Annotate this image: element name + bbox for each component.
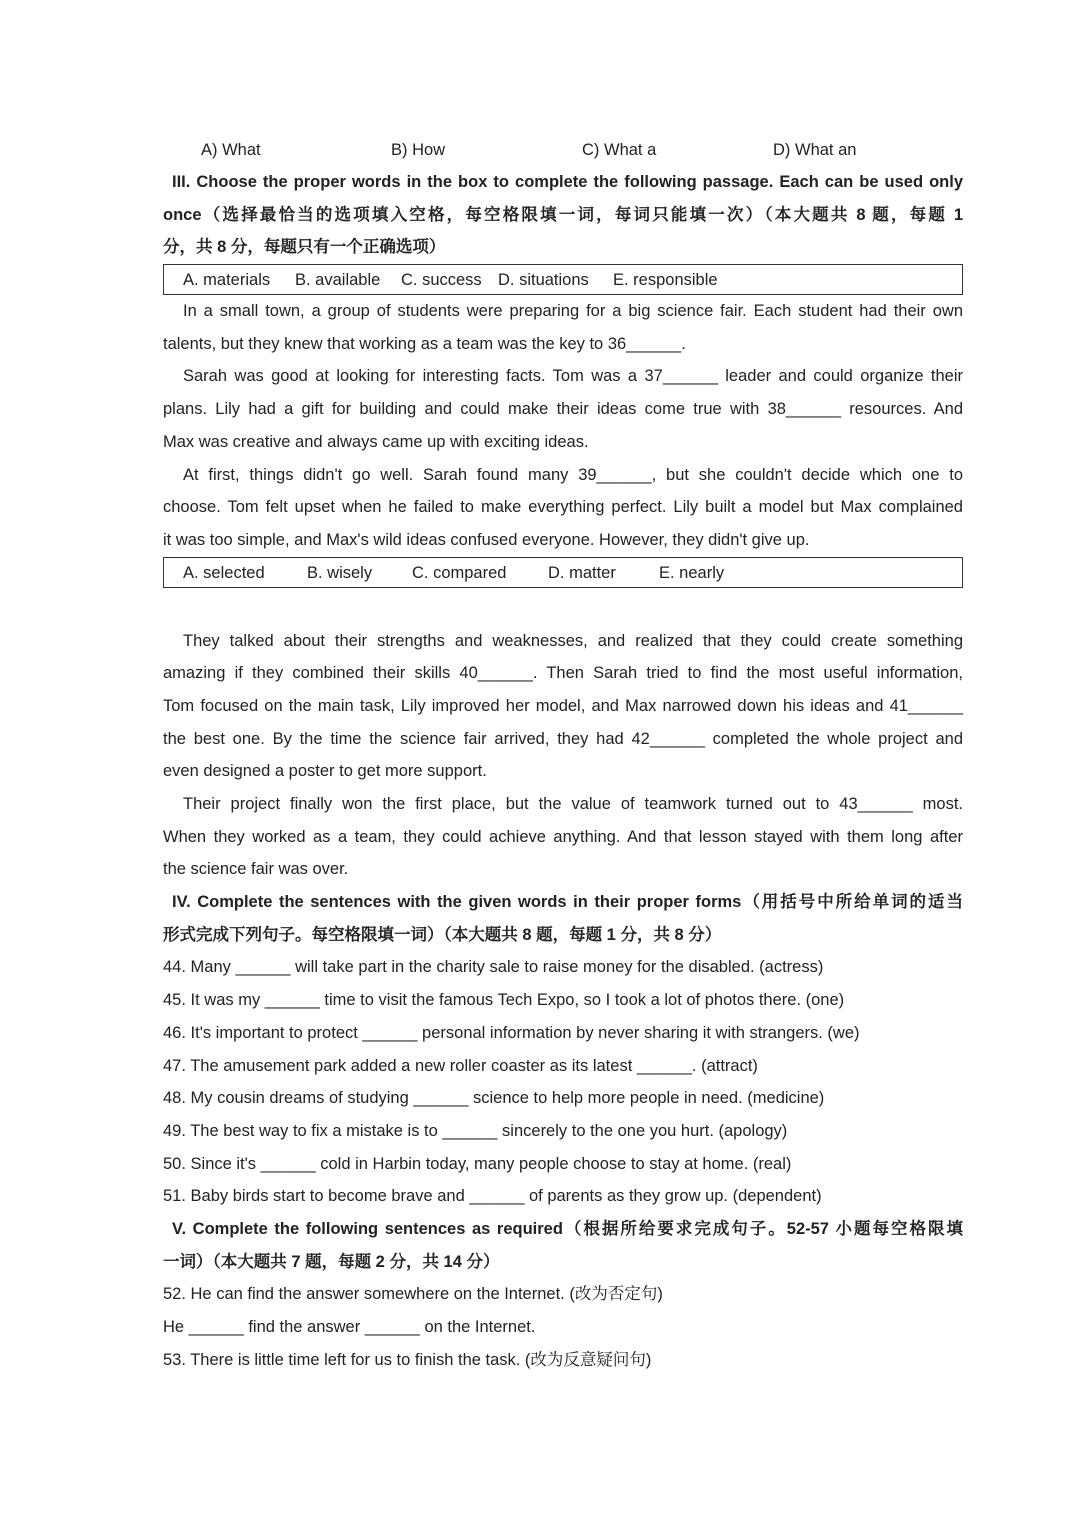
passage-line: Max was creative and always came up with exciting ideas. <box>163 432 589 451</box>
option-d: D) What an <box>773 141 857 159</box>
word-option: E. responsible <box>613 271 718 290</box>
word-option: A. materials <box>183 271 271 290</box>
passage-line: When they worked as a team, they could achieve anything. And that lesson stayed with them long after <box>163 827 963 846</box>
passage-line: Sarah was good at looking for interesting facts. Tom was a 37______ leader and could organize their <box>183 367 963 386</box>
passage-line: talents, but they knew that working as a team was the key to 36______. <box>163 334 686 353</box>
passage-line: even designed a poster to get more support. <box>163 762 487 781</box>
question-item: 50. Since it's ______ cold in Harbin today, many people choose to stay at home. (real) <box>163 1154 792 1173</box>
word-option: A. selected <box>183 563 265 582</box>
word-option: C. compared <box>412 563 507 582</box>
question-item: 44. Many ______ will take part in the charity sale to raise money for the disabled. (actress) <box>163 958 824 977</box>
section-5-items <box>163 1278 963 1376</box>
question-item: He ______ find the answer ______ on the Internet. <box>163 1318 536 1336</box>
question-item: 52. He can find the answer somewhere on the Internet. (改为否定句) <box>163 1285 663 1304</box>
option-c: C) What a <box>582 141 657 159</box>
heading-line: 形式完成下列句子。每空格限填一词）（本大题共 8 题，每题 1 分，共 8 分） <box>163 925 722 944</box>
passage-part-2 <box>163 625 963 887</box>
word-option: B. wisely <box>307 563 373 582</box>
passage-line: Tom focused on the main task, Lily improved her model, and Max narrowed down his ideas and 41______ <box>163 696 963 715</box>
word-option: D. situations <box>498 271 589 290</box>
passage-line: plans. Lily had a gift for building and could make their ideas come true with 38______ resources. And <box>163 400 963 419</box>
word-option: C. success <box>401 271 482 290</box>
passage-line: They talked about their strengths and weaknesses, and realized that they could create something <box>183 631 963 650</box>
exam-page <box>163 134 963 1376</box>
passage-line: amazing if they combined their skills 40______. Then Sarah tried to find the most useful information, <box>163 664 963 683</box>
heading-line: once（选择最恰当的选项填入空格，每空格限填一词，每词只能填一次）（本大题共 8 题，每题 1 <box>163 205 963 224</box>
word-option: D. matter <box>548 563 616 582</box>
question-item: 48. My cousin dreams of studying ______ science to help more people in need. (medicine) <box>163 1089 825 1108</box>
heading-line: 一词）（本大题共 7 题，每题 2 分，共 14 分） <box>163 1252 500 1271</box>
section-4-items <box>163 951 963 1213</box>
heading-line: III. Choose the proper words in the box to complete the following passage. Each can be used only <box>172 173 963 191</box>
passage-line: At first, things didn't go well. Sarah found many 39______, but she couldn't decide which one to <box>183 465 963 484</box>
word-option: B. available <box>295 271 381 290</box>
option-b: B) How <box>391 141 446 159</box>
question-item: 47. The amusement park added a new roller coaster as its latest ______. (attract) <box>163 1056 758 1075</box>
section-5-heading <box>163 1213 963 1278</box>
section-3-heading <box>163 166 963 264</box>
passage-line: the science fair was over. <box>163 860 349 879</box>
passage-line: Their project finally won the first place, but the value of teamwork turned out to 43______ most. <box>183 795 963 813</box>
passage-part-1 <box>163 295 963 557</box>
heading-line: V. Complete the following sentences as required（根据所给要求完成句子。52-57 小题每空格限填 <box>172 1219 963 1238</box>
question-item: 45. It was my ______ time to visit the famous Tech Expo, so I took a lot of photos there. (one) <box>163 991 845 1010</box>
question-item: 46. It's important to protect ______ personal information by never sharing it with strangers. (we) <box>163 1023 860 1042</box>
heading-line: 分，共 8 分，每题只有一个正确选项） <box>163 238 446 257</box>
passage-line: In a small town, a group of students were preparing for a big science fair. Each student had their own <box>183 302 963 321</box>
heading-line: IV. Complete the sentences with the given words in their proper forms（用括号中所给单词的适当 <box>172 893 963 912</box>
section-4-heading <box>163 886 963 951</box>
question-item: 53. There is little time left for us to finish the task. (改为反意疑问句) <box>163 1350 652 1369</box>
question-item: 51. Baby birds start to become brave and ______ of parents as they grow up. (dependent) <box>163 1187 822 1206</box>
question-item: 49. The best way to fix a mistake is to ______ sincerely to the one you hurt. (apology) <box>163 1121 788 1140</box>
passage-line: it was too simple, and Max's wild ideas confused everyone. However, they didn't give up. <box>163 530 810 549</box>
option-a: A) What <box>201 141 261 159</box>
passage-line: choose. Tom felt upset when he failed to make everything perfect. Lily built a model but Max complained <box>163 498 963 517</box>
word-box-1 <box>163 264 963 295</box>
passage-line: the best one. By the time the science fair arrived, they had 42______ completed the whole project and <box>163 729 963 748</box>
word-option: E. nearly <box>659 563 725 582</box>
word-box-2 <box>163 557 963 588</box>
multiple-choice-options <box>163 134 963 166</box>
